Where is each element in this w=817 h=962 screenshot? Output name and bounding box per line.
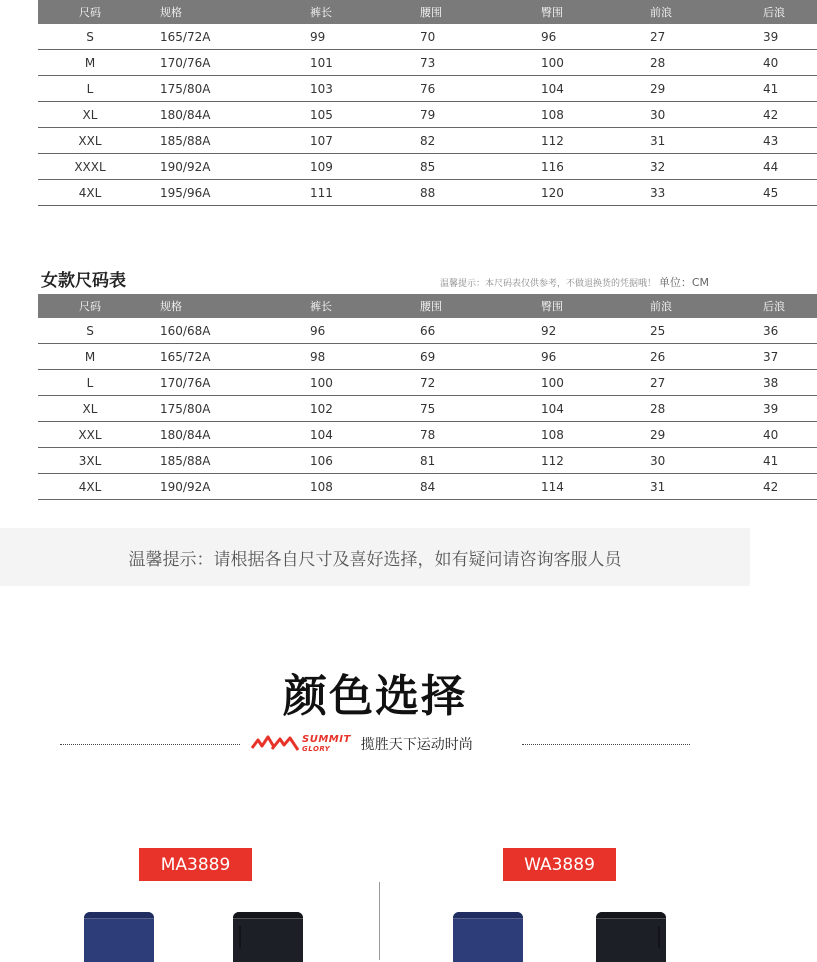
brand-word-2: GLORY bbox=[302, 745, 331, 753]
women-size-table bbox=[38, 294, 817, 500]
table-cell: 160/68A bbox=[142, 318, 292, 344]
table-cell: XL bbox=[38, 102, 142, 128]
pants-navy-men-image[interactable] bbox=[84, 912, 154, 962]
table-row bbox=[38, 422, 817, 448]
pants-black-women-image[interactable] bbox=[596, 912, 666, 962]
table-cell: 70 bbox=[402, 24, 523, 50]
table-cell: 100 bbox=[292, 370, 402, 396]
table-cell: 27 bbox=[632, 24, 745, 50]
table-cell: 36 bbox=[745, 318, 817, 344]
column-header: 尺码 bbox=[38, 294, 142, 318]
table-cell: 112 bbox=[523, 128, 632, 154]
table-cell: 44 bbox=[745, 154, 817, 180]
dotted-divider-left bbox=[60, 744, 240, 745]
table-cell: 120 bbox=[523, 180, 632, 206]
table-cell: 82 bbox=[402, 128, 523, 154]
table-cell: 39 bbox=[745, 24, 817, 50]
table-cell: 102 bbox=[292, 396, 402, 422]
table-cell: 88 bbox=[402, 180, 523, 206]
table-cell: 42 bbox=[745, 102, 817, 128]
table-cell: 116 bbox=[523, 154, 632, 180]
table-row bbox=[38, 318, 817, 344]
tip-bar bbox=[0, 528, 750, 586]
column-header: 尺码 bbox=[38, 0, 142, 24]
table-row bbox=[38, 448, 817, 474]
table-cell: 38 bbox=[745, 370, 817, 396]
table-cell: 30 bbox=[632, 102, 745, 128]
table-row bbox=[38, 180, 817, 206]
column-header: 裤长 bbox=[292, 0, 402, 24]
table-header-row bbox=[38, 0, 817, 24]
brand-word-1: SUMMIT bbox=[302, 734, 351, 745]
table-cell: 104 bbox=[523, 76, 632, 102]
table-cell: 170/76A bbox=[142, 370, 292, 396]
table-cell: 85 bbox=[402, 154, 523, 180]
table-cell: XXL bbox=[38, 128, 142, 154]
column-header: 腰围 bbox=[402, 0, 523, 24]
table-cell: 165/72A bbox=[142, 344, 292, 370]
table-cell: 185/88A bbox=[142, 448, 292, 474]
women-size-title: 女款尺码表 bbox=[41, 271, 126, 291]
table-cell: 112 bbox=[523, 448, 632, 474]
column-header: 后浪 bbox=[745, 294, 817, 318]
table-cell: 29 bbox=[632, 422, 745, 448]
table-cell: 92 bbox=[523, 318, 632, 344]
table-cell: 72 bbox=[402, 370, 523, 396]
table-cell: 28 bbox=[632, 50, 745, 76]
table-cell: 165/72A bbox=[142, 24, 292, 50]
table-cell: L bbox=[38, 370, 142, 396]
table-cell: 45 bbox=[745, 180, 817, 206]
table-row bbox=[38, 344, 817, 370]
table-cell: XL bbox=[38, 396, 142, 422]
table-cell: 26 bbox=[632, 344, 745, 370]
column-header: 规格 bbox=[142, 294, 292, 318]
table-cell: 41 bbox=[745, 76, 817, 102]
table-cell: 109 bbox=[292, 154, 402, 180]
table-cell: 195/96A bbox=[142, 180, 292, 206]
table-cell: 3XL bbox=[38, 448, 142, 474]
table-cell: S bbox=[38, 318, 142, 344]
table-cell: XXXL bbox=[38, 154, 142, 180]
table-cell: 190/92A bbox=[142, 154, 292, 180]
table-row bbox=[38, 102, 817, 128]
table-cell: 108 bbox=[523, 102, 632, 128]
model-tag-women[interactable]: WA3889 bbox=[503, 848, 616, 881]
table-cell: 31 bbox=[632, 128, 745, 154]
table-cell: 98 bbox=[292, 344, 402, 370]
table-cell: 4XL bbox=[38, 474, 142, 500]
table-cell: 96 bbox=[523, 24, 632, 50]
pants-navy-women-image[interactable] bbox=[453, 912, 523, 962]
table-cell: 175/80A bbox=[142, 396, 292, 422]
table-cell: 41 bbox=[745, 448, 817, 474]
table-cell: 39 bbox=[745, 396, 817, 422]
table-cell: 76 bbox=[402, 76, 523, 102]
table-cell: 32 bbox=[632, 154, 745, 180]
table-cell: 105 bbox=[292, 102, 402, 128]
table-cell: 107 bbox=[292, 128, 402, 154]
table-cell: S bbox=[38, 24, 142, 50]
women-size-note bbox=[440, 274, 709, 290]
table-cell: 78 bbox=[402, 422, 523, 448]
table-row bbox=[38, 370, 817, 396]
column-header: 前浪 bbox=[632, 0, 745, 24]
table-cell: 79 bbox=[402, 102, 523, 128]
men-size-table bbox=[38, 0, 817, 206]
column-header: 后浪 bbox=[745, 0, 817, 24]
table-cell: 99 bbox=[292, 24, 402, 50]
table-cell: 108 bbox=[523, 422, 632, 448]
brand-row bbox=[250, 734, 473, 754]
table-cell: 96 bbox=[523, 344, 632, 370]
table-cell: 29 bbox=[632, 76, 745, 102]
table-cell: 25 bbox=[632, 318, 745, 344]
table-cell: 84 bbox=[402, 474, 523, 500]
table-row bbox=[38, 24, 817, 50]
color-section-title: 颜色选择 bbox=[283, 671, 467, 722]
table-row bbox=[38, 50, 817, 76]
table-cell: 185/88A bbox=[142, 128, 292, 154]
model-tag-men[interactable]: MA3889 bbox=[139, 848, 252, 881]
table-cell: 175/80A bbox=[142, 76, 292, 102]
dotted-divider-right bbox=[522, 744, 690, 745]
table-cell: 27 bbox=[632, 370, 745, 396]
column-header: 臀围 bbox=[523, 0, 632, 24]
column-header: 规格 bbox=[142, 0, 292, 24]
table-cell: 108 bbox=[292, 474, 402, 500]
table-cell: 114 bbox=[523, 474, 632, 500]
table-cell: XXL bbox=[38, 422, 142, 448]
unit-label: 单位：CM bbox=[658, 276, 709, 289]
table-cell: 170/76A bbox=[142, 50, 292, 76]
table-cell: 100 bbox=[523, 50, 632, 76]
table-cell: 81 bbox=[402, 448, 523, 474]
table-cell: 28 bbox=[632, 396, 745, 422]
table-cell: 69 bbox=[402, 344, 523, 370]
table-cell: 66 bbox=[402, 318, 523, 344]
table-cell: 104 bbox=[292, 422, 402, 448]
table-cell: 104 bbox=[523, 396, 632, 422]
table-cell: L bbox=[38, 76, 142, 102]
table-cell: 103 bbox=[292, 76, 402, 102]
note-text: 温馨提示：本尺码表仅供参考，不做退换货的凭据哦！ bbox=[439, 279, 656, 289]
table-cell: 40 bbox=[745, 422, 817, 448]
table-cell: M bbox=[38, 344, 142, 370]
table-cell: 73 bbox=[402, 50, 523, 76]
table-cell: 106 bbox=[292, 448, 402, 474]
brand-slogan: 揽胜天下运动时尚 bbox=[360, 737, 473, 753]
summit-glory-logo-icon bbox=[250, 734, 351, 754]
table-cell: M bbox=[38, 50, 142, 76]
table-cell: 100 bbox=[523, 370, 632, 396]
table-row bbox=[38, 396, 817, 422]
table-row bbox=[38, 128, 817, 154]
table-cell: 42 bbox=[745, 474, 817, 500]
table-row bbox=[38, 474, 817, 500]
table-cell: 30 bbox=[632, 448, 745, 474]
pants-black-men-image[interactable] bbox=[233, 912, 303, 962]
table-cell: 180/84A bbox=[142, 422, 292, 448]
column-header: 前浪 bbox=[632, 294, 745, 318]
table-cell: 180/84A bbox=[142, 102, 292, 128]
table-cell: 40 bbox=[745, 50, 817, 76]
table-cell: 75 bbox=[402, 396, 523, 422]
table-cell: 190/92A bbox=[142, 474, 292, 500]
vertical-divider bbox=[379, 882, 380, 960]
column-header: 腰围 bbox=[402, 294, 523, 318]
tip-text: 温馨提示：请根据各自尺寸及喜好选择，如有疑问请咨询客服人员 bbox=[128, 549, 622, 570]
table-cell: 33 bbox=[632, 180, 745, 206]
table-row bbox=[38, 154, 817, 180]
table-cell: 111 bbox=[292, 180, 402, 206]
table-cell: 31 bbox=[632, 474, 745, 500]
table-cell: 4XL bbox=[38, 180, 142, 206]
table-cell: 43 bbox=[745, 128, 817, 154]
table-cell: 96 bbox=[292, 318, 402, 344]
table-row bbox=[38, 76, 817, 102]
column-header: 裤长 bbox=[292, 294, 402, 318]
table-cell: 37 bbox=[745, 344, 817, 370]
table-header-row bbox=[38, 294, 817, 318]
table-cell: 101 bbox=[292, 50, 402, 76]
column-header: 臀围 bbox=[523, 294, 632, 318]
